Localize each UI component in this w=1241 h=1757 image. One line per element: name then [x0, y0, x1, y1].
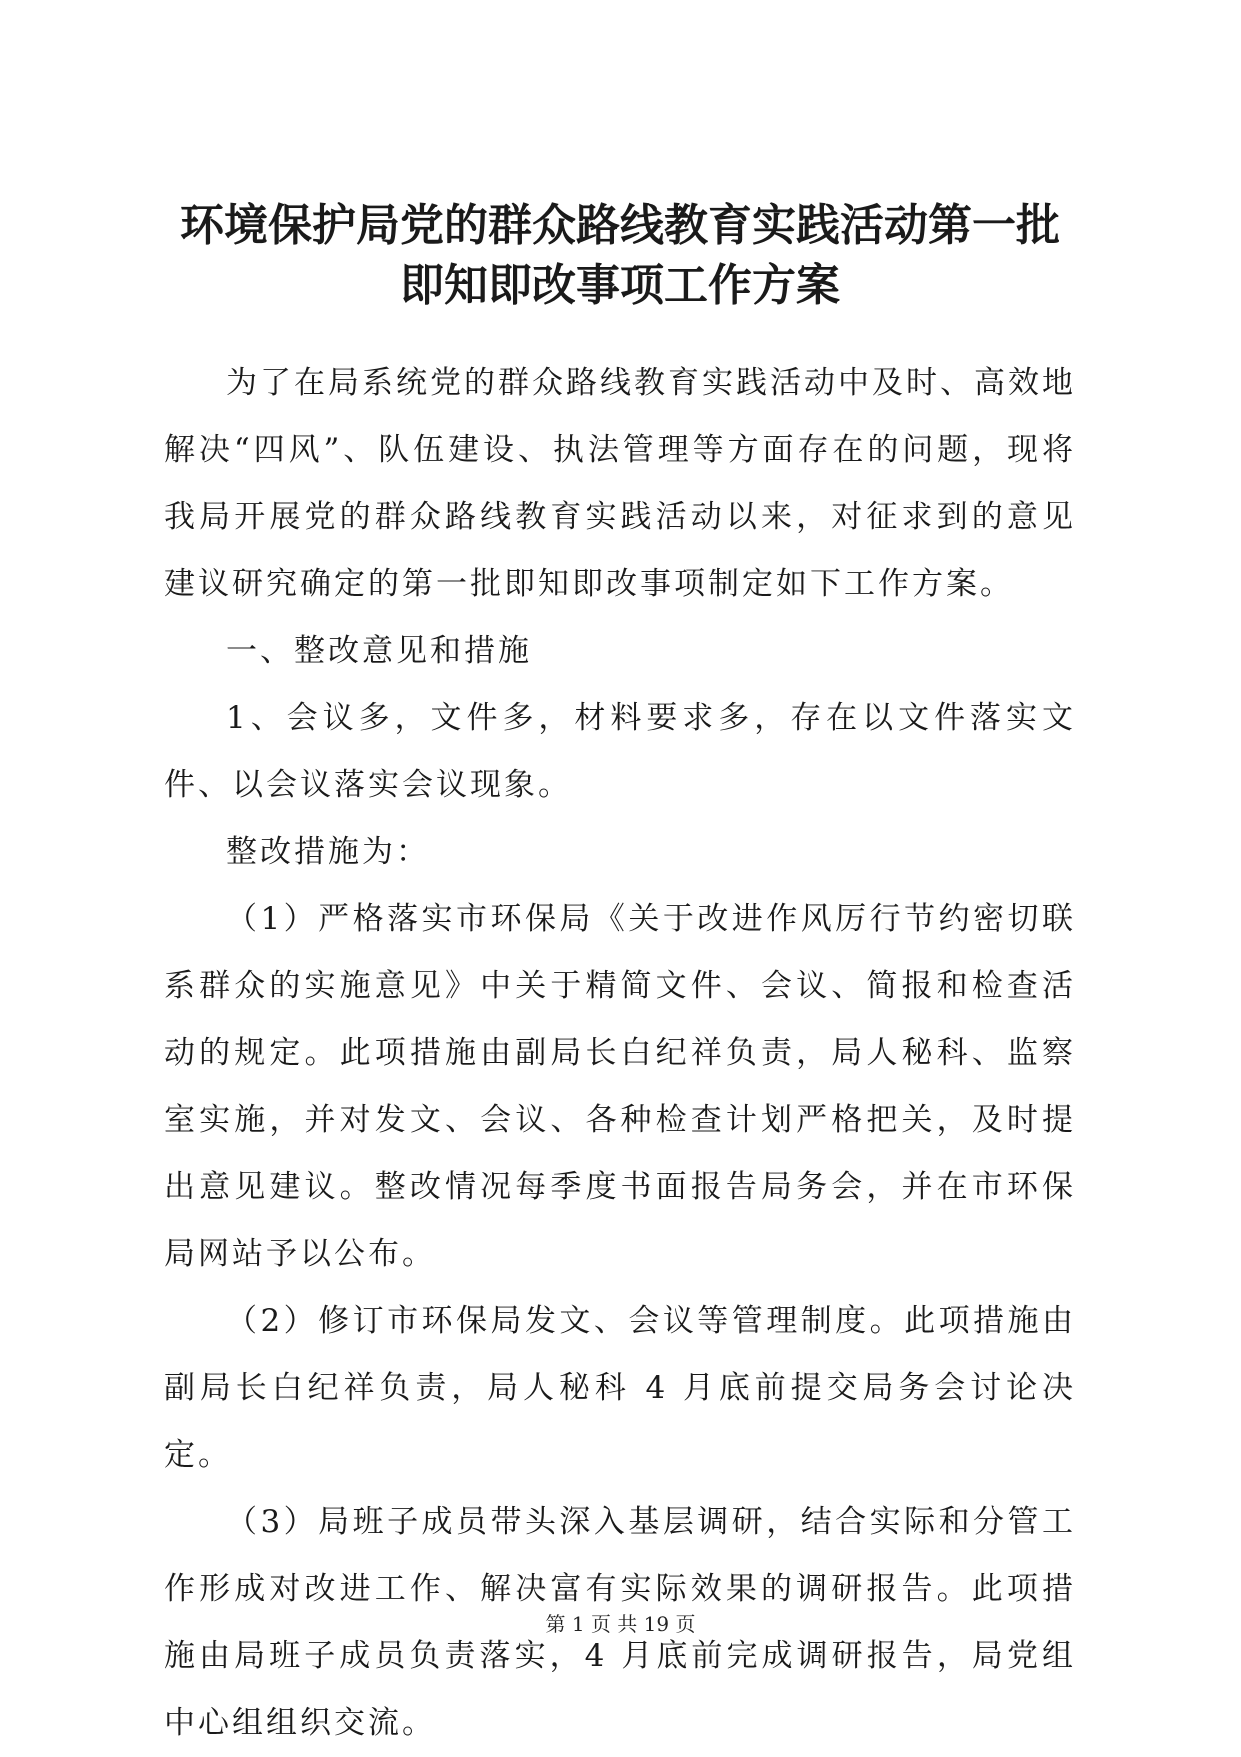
page-footer: 第 1 页 共 19 页	[545, 1612, 696, 1636]
measure-2-paragraph: （2）修订市环保局发文、会议等管理制度。此项措施由副局长白纪祥负责，局人秘科 4 月底前提交局务会讨论决定。	[164, 1303, 1076, 1473]
document-title	[140, 196, 1100, 316]
title-line-1: 环境保护局党的群众路线教育实践活动第一批	[180, 200, 1060, 251]
measure-3-paragraph: （3）局班子成员带头深入基层调研，结合实际和分管工作形成对改进工作、解决富有实际效果的调研报告。此项措施由局班子成员负责落实，4 月底前完成调研报告，局党组中心组组织交流。	[164, 1504, 1076, 1741]
section-heading: 一、整改意见和措施	[226, 633, 532, 669]
title-line-2: 即知即改事项工作方案	[400, 260, 840, 311]
issue-paragraph: 1、会议多，文件多，材料要求多，存在以文件落实文件、以会议落实会议现象。	[164, 700, 1076, 803]
measure-1-paragraph: （1）严格落实市环保局《关于改进作风厉行节约密切联系群众的实施意见》中关于精简文件、会议、简报和检查活动的规定。此项措施由副局长白纪祥负责，局人秘科、监察室实施，并对发文、会议、各种检查计划严格把关，及时提出意见建议。整改情况每季度书面报告局务会，并在市环保局网站予以公布。	[164, 901, 1076, 1272]
intro-paragraph: 为了在局系统党的群众路线教育实践活动中及时、高效地解决“四风”、队伍建设、执法管理等方面存在的问题，现将我局开展党的群众路线教育实践活动以来，对征求到的意见建议研究确定的第一批即知即改事项制定如下工作方案。	[164, 365, 1076, 602]
measures-label: 整改措施为：	[226, 834, 430, 870]
document-body	[164, 350, 1076, 1757]
